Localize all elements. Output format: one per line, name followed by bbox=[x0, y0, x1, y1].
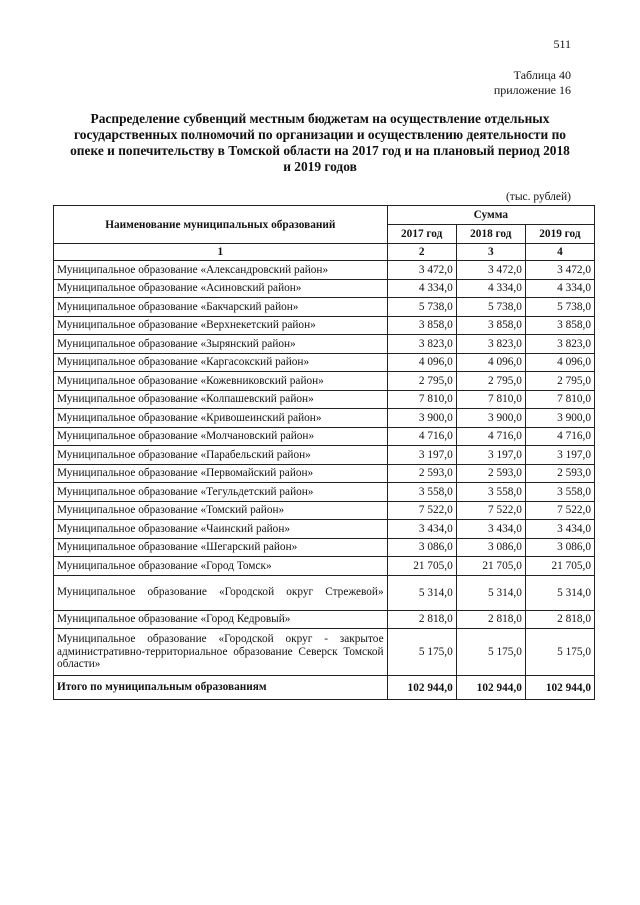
appendix-number: приложение 16 bbox=[493, 83, 571, 97]
table-row bbox=[54, 298, 595, 317]
header-year-2018: 2018 год bbox=[456, 225, 525, 244]
column-number-2: 2 bbox=[387, 244, 456, 261]
row-name: Муниципальное образование «Чаинский район» bbox=[54, 520, 388, 539]
row-value-2019: 2 795,0 bbox=[525, 372, 594, 391]
row-name: Муниципальное образование «Александровский район» bbox=[54, 261, 388, 280]
row-name: Муниципальное образование «Кожевниковский район» bbox=[54, 372, 388, 391]
row-value-2018: 2 593,0 bbox=[456, 464, 525, 483]
row-value-2018: 3 858,0 bbox=[456, 316, 525, 335]
table-row bbox=[54, 501, 595, 520]
row-name: Муниципальное образование «Колпашевский район» bbox=[54, 390, 388, 409]
total-label: Итого по муниципальным образованиям bbox=[54, 676, 388, 700]
row-value-2018: 4 716,0 bbox=[456, 427, 525, 446]
row-value-2018: 4 096,0 bbox=[456, 353, 525, 372]
row-value-2019: 3 558,0 bbox=[525, 483, 594, 502]
row-value-2019: 2 818,0 bbox=[525, 610, 594, 629]
row-value-2017: 3 900,0 bbox=[387, 409, 456, 428]
row-value-2017: 2 818,0 bbox=[387, 610, 456, 629]
row-value-2017: 3 558,0 bbox=[387, 483, 456, 502]
row-value-2019: 3 900,0 bbox=[525, 409, 594, 428]
row-value-2017: 21 705,0 bbox=[387, 557, 456, 576]
row-value-2018: 3 472,0 bbox=[456, 261, 525, 280]
table-row bbox=[54, 483, 595, 502]
row-value-2019: 3 197,0 bbox=[525, 446, 594, 465]
document-title: Распределение субвенций местным бюджетам на осуществление отдельных государственных полномочий по организации и осуществлению деятельности по опеке и попечительству в Томской области на 2017 год и на плановый период 2018 и 2019 годов bbox=[70, 111, 570, 174]
row-name: Муниципальное образование «Первомайский район» bbox=[54, 464, 388, 483]
row-value-2017: 4 096,0 bbox=[387, 353, 456, 372]
row-value-2019: 7 810,0 bbox=[525, 390, 594, 409]
row-value-2018: 2 795,0 bbox=[456, 372, 525, 391]
header-name-column: Наименование муниципальных образований bbox=[54, 206, 388, 244]
units-label: (тыс. рублей) bbox=[505, 191, 571, 203]
page-number: 511 bbox=[553, 37, 571, 51]
row-name: Муниципальное образование «Городской округ - закрытое административно-территориальное образование Северск Томской области» bbox=[54, 629, 388, 676]
row-value-2019: 4 096,0 bbox=[525, 353, 594, 372]
row-value-2017: 7 810,0 bbox=[387, 390, 456, 409]
table-row bbox=[54, 353, 595, 372]
row-value-2018: 5 738,0 bbox=[456, 298, 525, 317]
row-value-2017: 3 858,0 bbox=[387, 316, 456, 335]
row-name: Муниципальное образование «Бакчарский район» bbox=[54, 298, 388, 317]
row-value-2019: 3 472,0 bbox=[525, 261, 594, 280]
table-reference bbox=[494, 68, 571, 98]
table-row bbox=[54, 279, 595, 298]
table-row bbox=[54, 446, 595, 465]
row-value-2019: 5 738,0 bbox=[525, 298, 594, 317]
row-name: Муниципальное образование «Парабельский район» bbox=[54, 446, 388, 465]
row-value-2019: 4 334,0 bbox=[525, 279, 594, 298]
row-name: Муниципальное образование «Тегульдетский район» bbox=[54, 483, 388, 502]
row-name: Муниципальное образование «Каргасокский район» bbox=[54, 353, 388, 372]
row-value-2017: 2 795,0 bbox=[387, 372, 456, 391]
row-value-2017: 2 593,0 bbox=[387, 464, 456, 483]
row-value-2017: 5 314,0 bbox=[387, 575, 456, 610]
row-value-2017: 4 334,0 bbox=[387, 279, 456, 298]
row-value-2018: 21 705,0 bbox=[456, 557, 525, 576]
row-value-2017: 5 738,0 bbox=[387, 298, 456, 317]
row-name: Муниципальное образование «Городской округ Стрежевой» bbox=[54, 575, 388, 610]
row-value-2019: 5 314,0 bbox=[525, 575, 594, 610]
table-row bbox=[54, 390, 595, 409]
row-value-2019: 3 434,0 bbox=[525, 520, 594, 539]
table-row bbox=[54, 557, 595, 576]
row-value-2018: 3 434,0 bbox=[456, 520, 525, 539]
header-year-2017: 2017 год bbox=[387, 225, 456, 244]
subvention-table bbox=[53, 205, 595, 700]
row-name: Муниципальное образование «Верхнекетский район» bbox=[54, 316, 388, 335]
row-value-2018: 3 197,0 bbox=[456, 446, 525, 465]
row-value-2018: 7 810,0 bbox=[456, 390, 525, 409]
row-name: Муниципальное образование «Город Кедровый» bbox=[54, 610, 388, 629]
row-value-2019: 3 823,0 bbox=[525, 335, 594, 354]
row-value-2017: 7 522,0 bbox=[387, 501, 456, 520]
column-number-4: 4 bbox=[525, 244, 594, 261]
total-row bbox=[54, 676, 595, 700]
table-row bbox=[54, 520, 595, 539]
table-row bbox=[54, 261, 595, 280]
row-value-2018: 3 823,0 bbox=[456, 335, 525, 354]
header-year-2019: 2019 год bbox=[525, 225, 594, 244]
column-number-3: 3 bbox=[456, 244, 525, 261]
row-value-2019: 4 716,0 bbox=[525, 427, 594, 446]
row-value-2018: 3 900,0 bbox=[456, 409, 525, 428]
table-row bbox=[54, 409, 595, 428]
row-value-2019: 3 086,0 bbox=[525, 538, 594, 557]
row-value-2017: 3 472,0 bbox=[387, 261, 456, 280]
column-number-1: 1 bbox=[54, 244, 388, 261]
row-value-2017: 4 716,0 bbox=[387, 427, 456, 446]
row-value-2018: 4 334,0 bbox=[456, 279, 525, 298]
row-value-2018: 7 522,0 bbox=[456, 501, 525, 520]
row-name: Муниципальное образование «Молчановский район» bbox=[54, 427, 388, 446]
row-value-2017: 3 823,0 bbox=[387, 335, 456, 354]
row-value-2017: 3 197,0 bbox=[387, 446, 456, 465]
row-value-2019: 7 522,0 bbox=[525, 501, 594, 520]
row-value-2017: 5 175,0 bbox=[387, 629, 456, 676]
row-value-2018: 5 175,0 bbox=[456, 629, 525, 676]
total-2018: 102 944,0 bbox=[456, 676, 525, 700]
table-row bbox=[54, 610, 595, 629]
row-value-2018: 3 086,0 bbox=[456, 538, 525, 557]
total-2019: 102 944,0 bbox=[525, 676, 594, 700]
table-row bbox=[54, 427, 595, 446]
table-row bbox=[54, 629, 595, 676]
table-row bbox=[54, 575, 595, 610]
table-body bbox=[54, 261, 595, 676]
table-number: Таблица 40 bbox=[513, 68, 571, 82]
total-2017: 102 944,0 bbox=[387, 676, 456, 700]
table-row bbox=[54, 372, 595, 391]
row-value-2018: 5 314,0 bbox=[456, 575, 525, 610]
row-value-2019: 5 175,0 bbox=[525, 629, 594, 676]
table-row bbox=[54, 538, 595, 557]
row-value-2017: 3 434,0 bbox=[387, 520, 456, 539]
row-value-2018: 3 558,0 bbox=[456, 483, 525, 502]
row-name: Муниципальное образование «Город Томск» bbox=[54, 557, 388, 576]
row-name: Муниципальное образование «Кривошеинский район» bbox=[54, 409, 388, 428]
row-value-2019: 3 858,0 bbox=[525, 316, 594, 335]
row-name: Муниципальное образование «Зырянский район» bbox=[54, 335, 388, 354]
row-value-2017: 3 086,0 bbox=[387, 538, 456, 557]
table-header bbox=[54, 206, 595, 261]
header-sum-group: Сумма bbox=[387, 206, 594, 225]
row-name: Муниципальное образование «Асиновский район» bbox=[54, 279, 388, 298]
row-name: Муниципальное образование «Томский район» bbox=[54, 501, 388, 520]
row-value-2018: 2 818,0 bbox=[456, 610, 525, 629]
row-value-2019: 2 593,0 bbox=[525, 464, 594, 483]
table-row bbox=[54, 316, 595, 335]
table-row bbox=[54, 464, 595, 483]
table-row bbox=[54, 335, 595, 354]
row-value-2019: 21 705,0 bbox=[525, 557, 594, 576]
row-name: Муниципальное образование «Шегарский район» bbox=[54, 538, 388, 557]
